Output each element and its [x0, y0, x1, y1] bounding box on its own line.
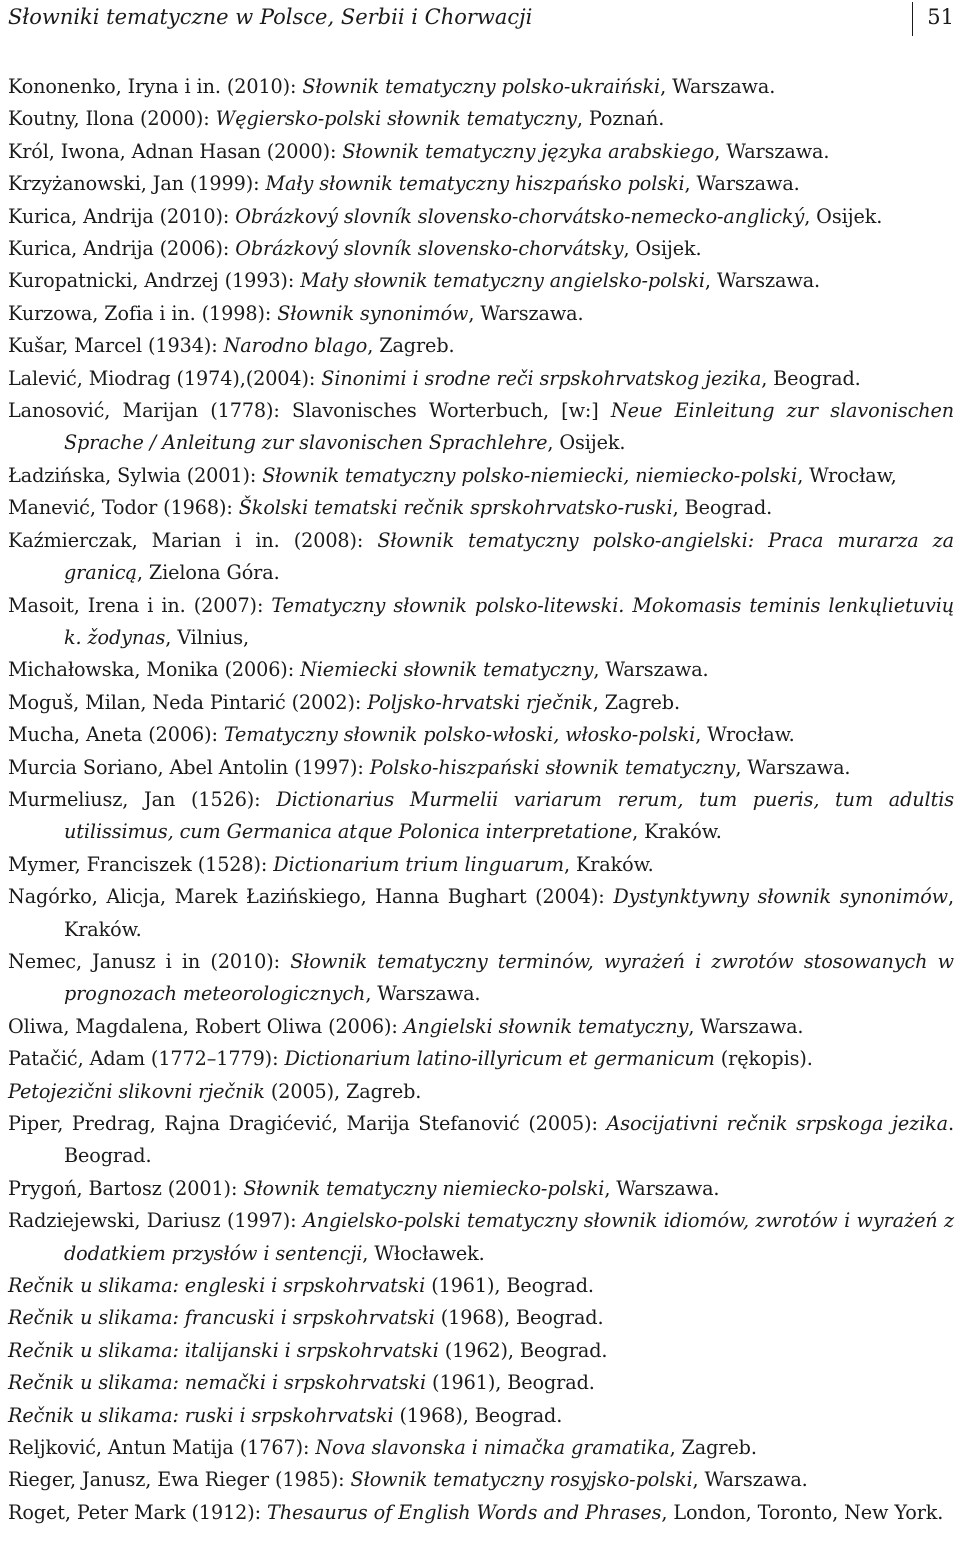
entry-title: Słownik tematyczny polsko-ukraiński	[302, 75, 661, 98]
entry-text: Lanosović, Marijan (1778): Slavonisches Worterbuch, [w:]	[8, 399, 611, 423]
bibliography-entry	[8, 265, 954, 297]
entry-title: Školski tematski rečnik sprskohrvatsko-ruski	[238, 496, 673, 520]
bibliography-entry	[8, 1173, 954, 1205]
bibliography-entry	[8, 395, 954, 460]
entry-text: Moguš, Milan, Neda Pintarić (2002):	[8, 690, 368, 714]
entry-text: Rieger, Janusz, Ewa Rieger (1985):	[8, 1468, 351, 1492]
entry-text: , Zagreb.	[669, 1436, 757, 1460]
bibliography-entry	[8, 460, 954, 492]
bibliography-entry	[8, 330, 954, 362]
entry-text: Nagórko, Alicja, Marek Łazińskiego, Hanna Bughart (2004):	[8, 885, 614, 909]
entry-text: Masoit, Irena i in. (2007):	[8, 593, 272, 617]
entry-text: Kurzowa, Zofia i in. (1998):	[8, 301, 278, 325]
entry-text: , Kraków.	[564, 852, 654, 876]
entry-text: Lalević, Miodrag (1974),(2004):	[8, 366, 322, 390]
entry-title: Petojezični slikovni rječnik	[8, 1079, 265, 1103]
entry-text: Oliwa, Magdalena, Robert Oliwa (2006):	[8, 1014, 404, 1038]
entry-text: Mucha, Aneta (2006):	[8, 723, 224, 747]
bibliography-entry	[8, 136, 954, 168]
entry-text: Michałowska, Monika (2006):	[8, 658, 301, 682]
entry-text: Murmeliusz, Jan (1526):	[8, 787, 277, 811]
entry-title: Słownik tematyczny terminów, wyrażeń i zwrotów stosowanych w prognozach meteorologicznych	[64, 949, 954, 1006]
bibliography-entry	[8, 784, 954, 849]
entry-text: , Zagreb.	[592, 690, 680, 714]
entry-text: , London, Toronto, New York.	[661, 1500, 944, 1524]
entry-text: Kaźmierczak, Marian i in. (2008):	[8, 528, 378, 552]
entry-title: Słownik tematyczny rosyjsko-polski	[350, 1468, 693, 1492]
entry-text: , Osijek.	[804, 204, 883, 228]
entry-text: Murcia Soriano, Abel Antolin (1997):	[8, 755, 370, 779]
entry-text: , Kraków.	[632, 820, 722, 844]
entry-text: , Wrocław,	[797, 463, 897, 487]
entry-title: Neue Einleitung zur slavonischen Sprache / Anleitung zur slavonischen Sprachlehre	[64, 399, 954, 455]
page-number: 51	[912, 2, 954, 36]
bibliography-entry	[8, 168, 954, 200]
entry-text: , Wrocław.	[695, 723, 795, 747]
bibliography-entry	[8, 1497, 954, 1529]
entry-title: Angielski słownik tematyczny	[403, 1014, 689, 1038]
entry-text: (1968), Beograd.	[393, 1403, 563, 1427]
entry-title: Tematyczny słownik polsko-litewski. Mokomasis teminis lenkųlietuvių k. žodynas	[64, 593, 954, 649]
entry-text: Manević, Todor (1968):	[8, 496, 239, 520]
entry-text: , Warszawa.	[468, 301, 584, 325]
entry-text: Krzyżanowski, Jan (1999):	[8, 172, 266, 196]
entry-text: , Warszawa.	[735, 755, 851, 779]
entry-title: Mały słownik tematyczny hiszpańsko polski	[265, 172, 685, 196]
entry-title: Dictionarium latino-illyricum et germanicum	[284, 1047, 715, 1071]
entry-title: Thesaurus of English Words and Phrases	[267, 1500, 662, 1524]
bibliography-entry	[8, 363, 954, 395]
bibliography-entry	[8, 849, 954, 881]
entry-text: Nemec, Janusz i in (2010):	[8, 949, 291, 973]
entry-text: , Kraków.	[64, 885, 954, 941]
entry-title: Poljsko-hrvatski rječnik	[367, 690, 593, 714]
entry-title: Słownik synonimów	[277, 301, 469, 325]
bibliography-entry	[8, 103, 954, 135]
entry-text: Radziejewski, Dariusz (1997):	[8, 1209, 303, 1233]
entry-text: Kurica, Andrija (2010):	[8, 204, 236, 228]
entry-text: , Warszawa.	[593, 658, 709, 682]
entry-text: (rękopis).	[714, 1047, 813, 1071]
entry-title: Słownik tematyczny języka arabskiego	[342, 139, 715, 163]
bibliography-entry	[8, 1432, 954, 1464]
entry-text: (1968), Beograd.	[434, 1306, 604, 1330]
entry-text: , Warszawa.	[692, 1468, 808, 1492]
entry-text: Roget, Peter Mark (1912):	[8, 1500, 268, 1524]
entry-text: Reljković, Antun Matija (1767):	[8, 1436, 316, 1460]
entry-text: , Warszawa.	[365, 982, 481, 1006]
bibliography-entry	[8, 1270, 954, 1302]
bibliography-entry	[8, 1367, 954, 1399]
bibliography-entry	[8, 654, 954, 686]
bibliography-entry	[8, 719, 954, 751]
bibliography-entry	[8, 1011, 954, 1043]
entry-text: , Warszawa.	[704, 269, 821, 293]
entry-title: Rečnik u slikama: italijanski i srpskohrvatski	[8, 1338, 439, 1362]
entry-text: , Warszawa.	[714, 139, 830, 163]
entry-text: , Warszawa.	[688, 1014, 804, 1038]
entry-title: Słownik tematyczny polsko-niemiecki, niemiecko-polski	[262, 463, 798, 487]
entry-text: , Warszawa.	[604, 1176, 720, 1200]
entry-title: Rečnik u slikama: engleski i srpskohrvatski	[8, 1274, 426, 1298]
bibliography-entry	[8, 71, 954, 103]
bibliography-entry	[8, 201, 954, 233]
entry-text: , Zagreb.	[367, 334, 455, 358]
entry-text: (1962), Beograd.	[438, 1338, 608, 1362]
entry-text: , Osijek.	[547, 431, 626, 455]
entry-text: , Poznań.	[576, 107, 665, 131]
entry-title: Angielsko-polski tematyczny słownik idiomów, zwrotów i wyrażeń z dodatkiem przysłów i sentencji	[64, 1209, 954, 1265]
entry-text: Prygoń, Bartosz (2001):	[8, 1176, 244, 1200]
entry-title: Obrázkový slovník slovensko-chorvátsko-nemecko-anglický	[235, 204, 805, 228]
entry-title: Słownik tematyczny niemiecko-polski	[243, 1176, 605, 1200]
entry-text: , Warszawa.	[660, 75, 776, 98]
entry-text: , Beograd.	[761, 366, 861, 390]
entry-text: Król, Iwona, Adnan Hasan (2000):	[8, 139, 343, 163]
bibliography-entry	[8, 752, 954, 784]
entry-title: Polsko-hiszpański słownik tematyczny	[369, 755, 736, 779]
bibliography-entry	[8, 881, 954, 946]
entry-text: (2005), Zagreb.	[264, 1079, 422, 1103]
entry-text: , Vilnius,	[165, 625, 250, 649]
running-title: Słowniki tematyczne w Polsce, Serbii i Chorwacji	[8, 5, 533, 29]
entry-text: , Zielona Góra.	[136, 561, 280, 585]
bibliography-entry	[8, 590, 954, 655]
entry-title: Obrázkový slovník slovensko-chorvátsky	[235, 237, 624, 261]
bibliography-entry	[8, 1108, 954, 1173]
entry-text: (1961), Beograd.	[425, 1274, 594, 1298]
bibliography-entry	[8, 1205, 954, 1270]
entry-title: Rečnik u slikama: nemački i srpskohrvatski	[8, 1371, 427, 1395]
entry-title: Węgiersko-polski słownik tematyczny	[215, 107, 577, 131]
entry-text: (1961), Beograd.	[426, 1371, 595, 1395]
bibliography-entry	[8, 1302, 954, 1334]
entry-text: Kononenko, Iryna i in. (2010):	[8, 75, 303, 98]
entry-text: Ładzińska, Sylwia (2001):	[8, 463, 263, 487]
entry-text: Kurica, Andrija (2006):	[8, 237, 236, 261]
entry-title: Asocijativni rečnik srpskoga jezika	[606, 1112, 948, 1135]
bibliography-entry	[8, 233, 954, 265]
entry-title: Narodno blago	[223, 334, 368, 358]
bibliography-entry	[8, 1043, 954, 1075]
entry-title: Tematyczny słownik polsko-włoski, włosko-polski	[223, 723, 696, 747]
entry-text: Patačić, Adam (1772–1779):	[8, 1047, 285, 1071]
entry-text: Kuropatnicki, Andrzej (1993):	[8, 269, 301, 293]
entry-text: , Warszawa.	[684, 172, 800, 196]
entry-text: . Beograd.	[64, 1112, 954, 1168]
entry-text: Piper, Predrag, Rajna Dragićević, Marija Stefanović (2005):	[8, 1112, 607, 1135]
bibliography-entry	[8, 525, 954, 590]
entry-title: Niemiecki słownik tematyczny	[300, 658, 594, 682]
bibliography-entry	[8, 687, 954, 719]
entry-text: Mymer, Franciszek (1528):	[8, 852, 274, 876]
bibliography-entry	[8, 298, 954, 330]
entry-title: Nova slavonska i nimačka gramatika	[315, 1436, 670, 1460]
bibliography-entry	[8, 1400, 954, 1432]
entry-title: Mały słownik tematyczny angielsko-polski	[300, 269, 705, 293]
entry-text: , Beograd.	[672, 496, 773, 520]
bibliography-entry	[8, 1464, 954, 1496]
entry-text: Kušar, Marcel (1934):	[8, 334, 224, 358]
entry-title: Słownik tematyczny polsko-angielski: Praca murarza za granicą	[64, 528, 954, 585]
entry-text: , Włocławek.	[362, 1241, 485, 1265]
bibliography-entry	[8, 1076, 954, 1108]
entry-title: Dystynktywny słownik synonimów	[613, 885, 948, 909]
entry-title: Dictionarius Murmelii variarum rerum, tum pueris, tum adultis utilissimus, cum Germanica atque Polonica interpretatione	[64, 787, 954, 844]
entry-title: Rečnik u slikama: ruski i srpskohrvatski	[8, 1403, 394, 1427]
bibliography-entry	[8, 492, 954, 524]
entry-text: Koutny, Ilona (2000):	[8, 107, 216, 131]
entry-title: Sinonimi i srodne reči srpskohrvatskog jezika	[321, 366, 762, 390]
entry-title: Dictionarium trium linguarum	[273, 852, 564, 876]
bibliography-entry	[8, 1335, 954, 1367]
entry-text: , Osijek.	[623, 237, 702, 261]
bibliography-list	[8, 71, 954, 1529]
entry-title: Rečnik u slikama: francuski i srpskohrvatski	[8, 1306, 435, 1330]
bibliography-entry	[8, 946, 954, 1011]
